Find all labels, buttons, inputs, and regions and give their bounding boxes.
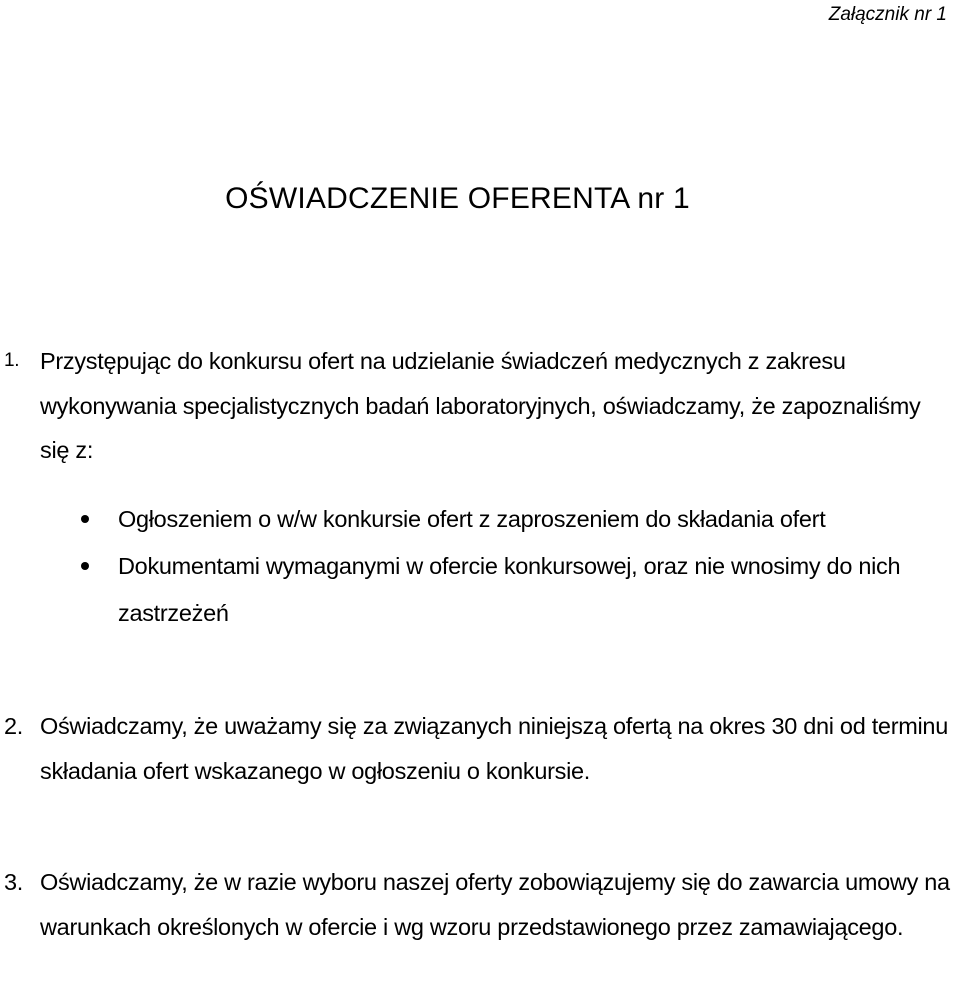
statement-1: [0, 339, 955, 473]
bullet-icon: [81, 562, 89, 570]
acknowledged-documents-list: [0, 496, 955, 637]
statement-3-text: Oświadczamy, że w razie wyboru naszej oferty zobowiązujemy się do zawarcia umowy na warunkach określonych w ofercie i wg wzoru przedstawionego przez zamawiającego.: [40, 869, 950, 940]
statement-1-number: 1.: [4, 350, 20, 371]
list-item-text: Dokumentami wymaganymi w ofercie konkursowej, oraz nie wnosimy do nich zastrzeżeń: [118, 553, 901, 626]
list-item-text: Ogłoszeniem o w/w konkursie ofert z zaproszeniem do składania ofert: [118, 506, 826, 532]
statement-1-text: Przystępując do konkursu ofert na udzielanie świadczeń medycznych z zakresu wykonywania specjalistycznych badań laboratoryjnych, oświadczamy, że zapoznaliśmy się z:: [40, 348, 921, 464]
statement-3: [0, 860, 955, 949]
statement-2-number: 2.: [4, 713, 23, 739]
bullet-icon: [81, 515, 89, 523]
statement-2: [0, 704, 955, 793]
statement-2-text: Oświadczamy, że uważamy się za związanych niniejszą ofertą na okres 30 dni od terminu składania ofert wskazanego w ogłoszeniu o konkursie.: [40, 713, 948, 784]
list-item: [0, 496, 955, 543]
list-item: [0, 543, 955, 637]
annex-label: Załącznik nr 1: [828, 4, 947, 25]
document-title: OŚWIADCZENIE OFERENTA nr 1: [225, 182, 690, 215]
statement-3-number: 3.: [4, 869, 23, 895]
